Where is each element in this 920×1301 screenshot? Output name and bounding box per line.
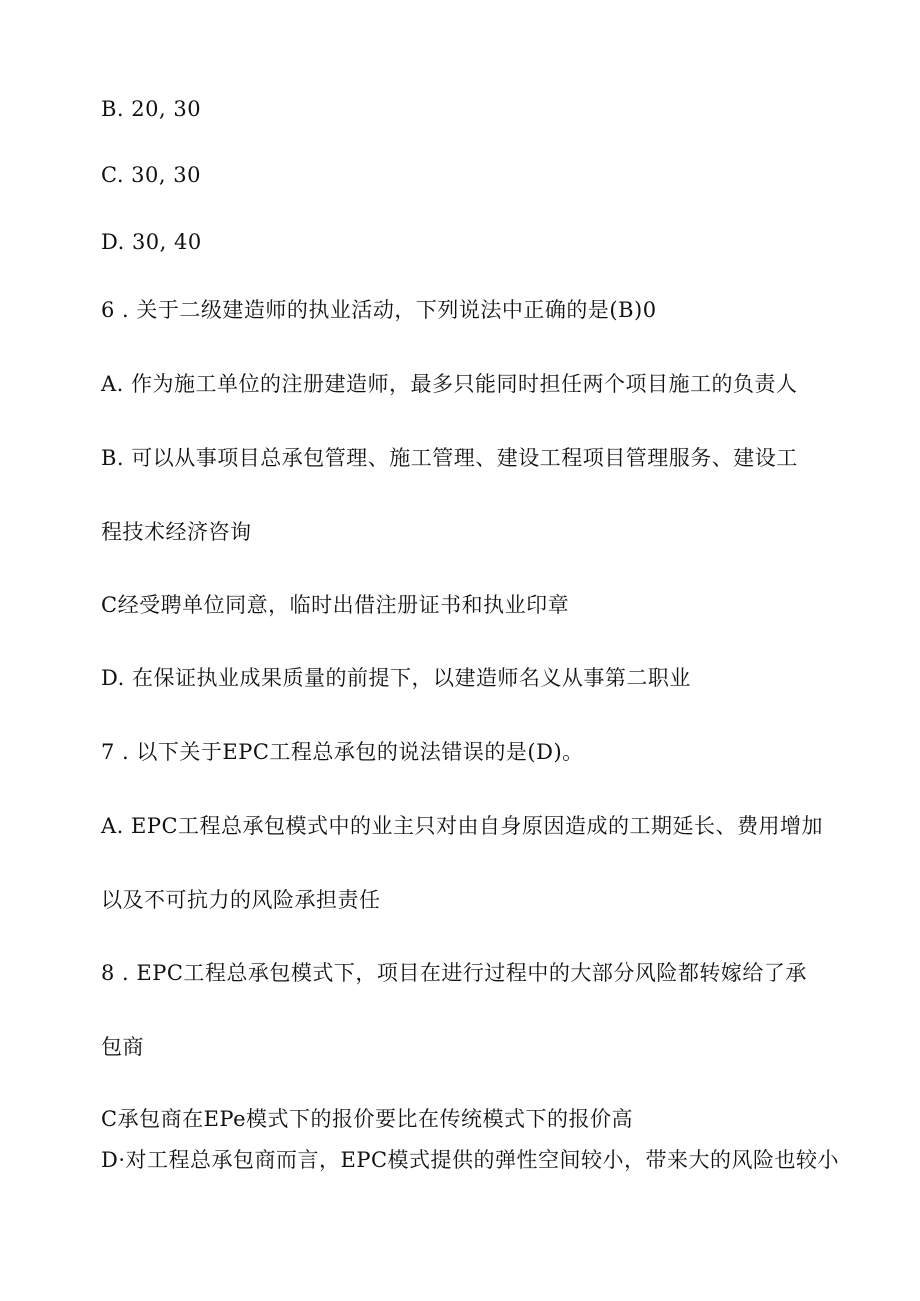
question-6-option-b-cont: 程技术经济咨询 xyxy=(101,520,252,544)
question-8: 8 . EPC工程总承包模式下，项目在进行过程中的大部分风险都转嫁给了承 xyxy=(101,961,807,985)
question-6-option-d: D. 在保证执业成果质量的前提下，以建造师名义从事第二职业 xyxy=(101,666,691,690)
question-6: 6 . 关于二级建造师的执业活动，下列说法中正确的是(B)0 xyxy=(101,298,657,322)
question-7: 7 . 以下关于EPC工程总承包的说法错误的是(D)。 xyxy=(101,740,584,764)
question-8-option-c: C承包商在EPe模式下的报价要比在传统模式下的报价高 xyxy=(101,1107,634,1131)
question-8-option-d: D·对工程总承包商而言，EPC模式提供的弹性空间较小，带来大的风险也较小 xyxy=(101,1148,840,1172)
question-7-option-a-cont: 以及不可抗力的风险承担责任 xyxy=(101,888,381,912)
question-6-option-a: A. 作为施工单位的注册建造师，最多只能同时担任两个项目施工的负责人 xyxy=(101,372,798,396)
question-6-option-b: B. 可以从事项目总承包管理、施工管理、建设工程项目管理服务、建设工 xyxy=(101,446,798,470)
option-c-line: C. 30, 30 xyxy=(101,163,201,187)
question-6-option-c: C经受聘单位同意，临时出借注册证书和执业印章 xyxy=(101,593,570,617)
option-b-line: B. 20, 30 xyxy=(101,97,202,121)
question-8-cont: 包商 xyxy=(101,1035,144,1059)
question-7-option-a: A. EPC工程总承包模式中的业主只对由自身原因造成的工期延长、费用增加 xyxy=(101,814,824,838)
option-d-line: D. 30, 40 xyxy=(101,230,202,254)
